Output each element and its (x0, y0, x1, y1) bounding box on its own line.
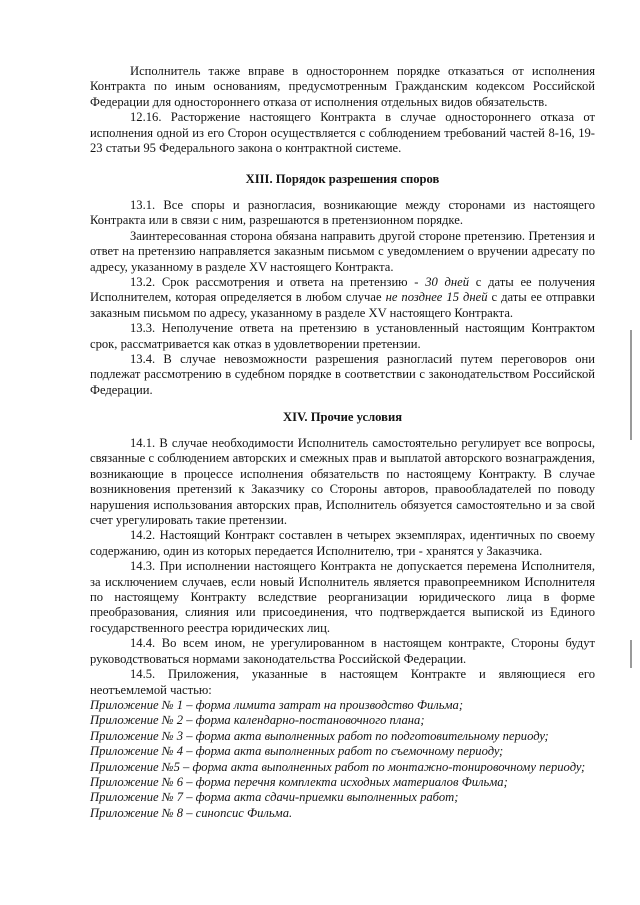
paragraph-14-3: 14.3. При исполнении настоящего Контракта не допускается перемена Исполнителя, за исключением случаев, если новый Исполнитель является правопреемником Исполнителя по настоящему Контракту вследствие реорганизации юридического лица в форме преобразования, слияния или присоединения, что подтверждается выпиской из Единого государственного реестра юридических лиц. (90, 559, 595, 635)
section-14-body (90, 436, 595, 821)
paragraph-14-1: 14.1. В случае необходимости Исполнитель самостоятельно регулирует все вопросы, связанные с соблюдением авторских и смежных прав и выплатой авторского вознаграждения, возникающие в процессе исполнения обязательств по настоящему Контракту. В случае возникновения претензий к Заказчику со Стороны авторов, правообладателей по поводу нарушения использования авторских прав, Исполнитель обязуется самостоятельно и за свой счет урегулировать такие претензии. (90, 436, 595, 528)
appendix-item: Приложение №5 – форма акта выполненных работ по монтажно-тонировочному периоду; (90, 759, 586, 774)
term-30-days: 30 дней (425, 275, 470, 290)
appendix-item: Приложение № 8 – синопсис Фильма. (90, 805, 293, 820)
paragraph-13-2: 13.2. Срок рассмотрения и ответа на претензию - 30 дней с даты ее получения Исполнителем, которая определяется в любом случае не позднее 15 дней с даты ее отправки заказным письмом по адресу, указанному в разделе XV настоящего Контракта. (90, 275, 595, 320)
appendix-item: Приложение № 3 – форма акта выполненных работ по подготовительному периоду; (90, 728, 549, 743)
paragraph-13-1: 13.1. Все споры и разногласия, возникающие между сторонами из настоящего Контракта или в связи с ним, разрешаются в претензионном порядке. (90, 198, 595, 228)
appendix-item: Приложение № 6 – форма перечня комплекта исходных материалов Фильма; (90, 774, 508, 789)
paragraph-14-5: 14.5. Приложения, указанные в настоящем Контракте и являющиеся его неотъемлемой частью: (90, 667, 595, 697)
section-13-heading: XIII. Порядок разрешения споров (245, 172, 440, 186)
appendix-list (90, 698, 595, 821)
paragraph-14-4: 14.4. Во всем ином, не урегулированном в настоящем контракте, Стороны будут руководствоваться нормами законодательства Российской Федерации. (90, 636, 595, 666)
scan-edge-mark (630, 640, 632, 668)
paragraph-13-3: 13.3. Неполучение ответа на претензию в установленный настоящим Контрактом срок, рассматривается как отказ в удовлетворении претензии. (90, 321, 595, 351)
section-14-heading: XIV. Прочие условия (282, 410, 403, 424)
appendix-item: Приложение № 1 – форма лимита затрат на производство Фильма; (90, 697, 464, 712)
paragraph-13-claim: Заинтересованная сторона обязана направить другой стороне претензию. Претензия и ответ на претензию направляется заказным письмом с уведомлением о вручении адресату по адресу, указанному в разделе XV настоящего Контракта. (90, 228, 595, 274)
scan-edge-mark (630, 330, 632, 440)
paragraph-14-2: 14.2. Настоящий Контракт составлен в четырех экземплярах, идентичных по своему содержанию, один из которых передается Исполнителю, три - хранятся у Заказчика. (90, 528, 595, 558)
paragraph-12-16: 12.16. Расторжение настоящего Контракта в случае одностороннего отказа от исполнения одной из его Сторон осуществляется с соблюдением требований частей 8-16, 19-23 статьи 95 Федерального закона о контрактной системе. (90, 110, 595, 156)
paragraph-12-unilateral: Исполнитель также вправе в одностороннем порядке отказаться от исполнения Контракта по иным основаниям, предусмотренным Гражданским кодексом Российской Федерации для одностороннего отказа от исполнения отдельных видов обязательств. (90, 64, 595, 109)
section-13-body (90, 198, 595, 398)
appendix-item: Приложение № 4 – форма акта выполненных работ по съемочному периоду; (90, 744, 504, 759)
paragraph-13-4: 13.4. В случае невозможности разрешения разногласий путем переговоров они подлежат рассмотрению в судебном порядке в соответствии с законодательством Российской Федерации. (90, 352, 595, 397)
appendix-item: Приложение № 7 – форма акта сдачи-приемки выполненных работ; (90, 790, 459, 805)
section-12-continuation (90, 64, 595, 156)
appendix-item: Приложение № 2 – форма календарно-постановочного плана; (90, 713, 425, 728)
term-15-days: не позднее 15 дней (385, 290, 488, 305)
